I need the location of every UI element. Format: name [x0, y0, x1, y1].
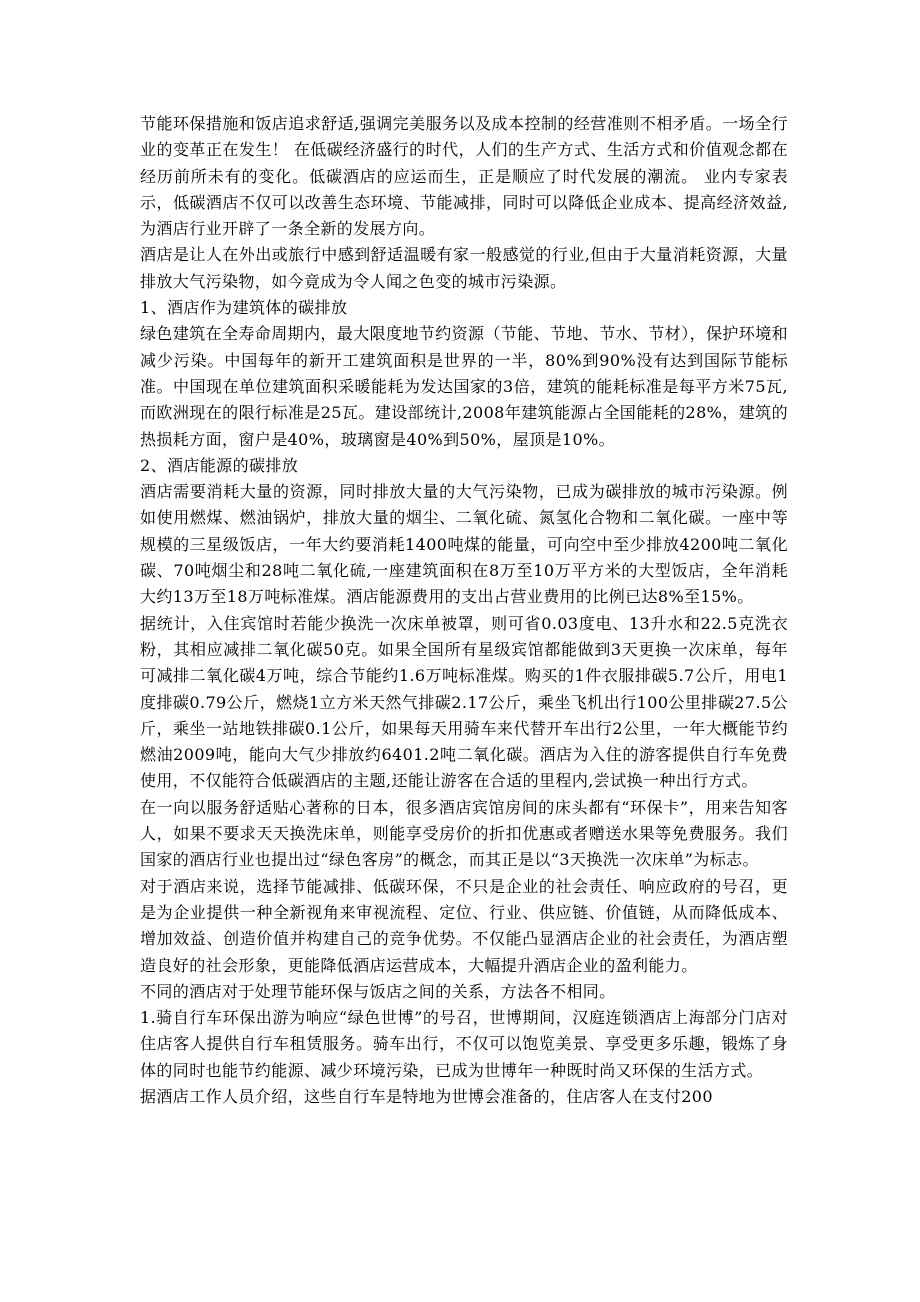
paragraph-bicycle: 1.骑自行车环保出游为响应“绿色世博”的号召，世博期间，汉庭连锁酒店上海部分门店对住店客人提供自行车租赁服务。骑车出行，不仅可以饱览美景、享受更多乐趣，锻炼了身体的同时也能节约能源、减少环境污染，已成为世博年一种既时尚又环保的生活方式。	[140, 1008, 788, 1080]
paragraph-statistics: 据统计，入住宾馆时若能少换洗一次床单被罩，则可省0.03度电、13升水和22.5克洗衣粉，其相应减排二氧化碳50克。如果全国所有星级宾馆都能做到3天更换一次床单，每年可减排二氧化碳4万吨，综合节能约1.6万吨标准煤。购买的1件衣服排碳5.7公斤，用电1度排碳0.79公斤，燃烧1立方米天然气排碳2.17公斤，乘坐飞机出行100公里排碳27.5公斤，乘坐一站地铁排碳0.1公斤，如果每天用骑车来代替开车出行2公里，一年大概能节约燃油2009吨，能向大气少排放约6401.2吨二氧化碳。酒店为入住的游客提供自行车免费使用，不仅能符合低碳酒店的主题,还能让游客在合适的里程内,尝试换一种出行方式。	[140, 613, 788, 791]
paragraph-green-building: 绿色建筑在全寿命周期内，最大限度地节约资源（节能、节地、节水、节材），保护环境和减少污染。中国每年的新开工建筑面积是世界的一半，80%到90%没有达到国际节能标准。中国现在单位建筑面积采暖能耗为发达国家的3倍，建筑的能耗标准是每平方米75瓦,而欧洲现在的限行标准是25瓦。建设部统计,2008年建筑能源占全国能耗的28%，建筑的热损耗方面，窗户是40%，玻璃窗是40%到50%，屋顶是10%。	[140, 324, 789, 449]
section-heading-building-emissions: 1、酒店作为建筑体的碳排放	[140, 298, 348, 318]
section-heading-energy-emissions: 2、酒店能源的碳排放	[140, 455, 299, 475]
paragraph-methods: 不同的酒店对于处理节能环保与饭店之间的关系，方法各不相同。	[140, 981, 616, 1001]
document-page	[140, 111, 788, 1110]
paragraph-hotel-pollution: 酒店是让人在外出或旅行中感到舒适温暖有家一般感觉的行业,但由于大量消耗资源，大量排放大气污染物，如今竟成为令人闻之色变的城市污染源。	[140, 245, 788, 291]
paragraph-staff-intro: 据酒店工作人员介绍，这些自行车是特地为世博会准备的，住店客人在支付200	[140, 1086, 713, 1106]
paragraph-energy-consumption: 酒店需要消耗大量的资源，同时排放大量的大气污染物，已成为碳排放的城市污染源。例如使用燃煤、燃油锅炉，排放大量的烟尘、二氧化硫、氮氢化合物和二氧化碳。一座中等规模的三星级饭店，一年大约要消耗1400吨煤的能量，可向空中至少排放4200吨二氧化碳、70吨烟尘和28吨二氧化硫,一座建筑面积在8万至10万平方米的大型饭店，全年消耗大约13万至18万吨标准煤。酒店能源费用的支出占营业费用的比例已达8%至15%。	[140, 482, 788, 607]
paragraph-responsibility: 对于酒店来说，选择节能减排、低碳环保，不只是企业的社会责任、响应政府的号召，更是为企业提供一种全新视角来审视流程、定位、行业、供应链、价值链，从而降低成本、增加效益、创造价值并构建自己的竞争优势。不仅能凸显酒店企业的社会责任，为酒店塑造良好的社会形象，更能降低酒店运营成本，大幅提升酒店企业的盈利能力。	[140, 876, 788, 975]
paragraph-japan-example: 在一向以服务舒适贴心著称的日本，很多酒店宾馆房间的床头都有“环保卡”，用来告知客人，如果不要求天天换洗床单，则能享受房价的折扣优惠或者赠送水果等免费服务。我们国家的酒店行业也提出过“绿色客房”的概念，而其正是以“3天换洗一次床单”为标志。	[140, 797, 788, 870]
paragraph-intro: 节能环保措施和饭店追求舒适,强调完美服务以及成本控制的经营准则不相矛盾。一场全行业的变革正在发生！ 在低碳经济盛行的时代，人们的生产方式、生活方式和价值观念都在经历前所未有的变化。低碳酒店的应运而生，正是顺应了时代发展的潮流。 业内专家表示，低碳酒店不仅可以改善生态环境、节能减排，同时可以降低企业成本、提高经济效益,为酒店行业开辟了一条全新的发展方向。	[140, 114, 788, 239]
